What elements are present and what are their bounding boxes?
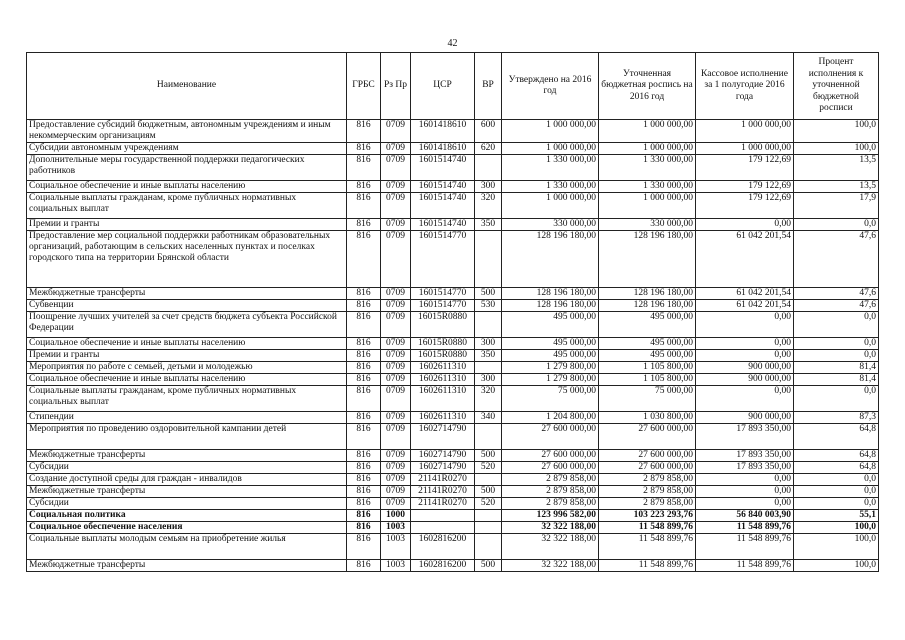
cell-name: Поощрение лучших учителей за счет средств бюджета субъекта Российской Федерации	[27, 312, 347, 338]
cell-csr: 1602714790	[411, 450, 475, 462]
cell-percent: 100,0	[794, 534, 879, 560]
cell-name: Дополнительные меры государственной поддержки педагогических работников	[27, 155, 347, 181]
cell-vr: 340	[475, 412, 502, 424]
cell-rzpr: 1003	[381, 560, 411, 572]
cell-refined: 128 196 180,00	[599, 231, 696, 288]
cell-vr	[475, 312, 502, 338]
cell-name: Межбюджетные трансферты	[27, 560, 347, 572]
cell-approved: 2 879 858,00	[502, 498, 599, 510]
cell-executed: 0,00	[696, 486, 794, 498]
cell-csr: 1602714790	[411, 424, 475, 450]
cell-rzpr: 0709	[381, 350, 411, 362]
cell-name: Предоставление мер социальной поддержки работникам образовательных организаций, работающим в сельских населенных пунктах и поселках городского типа на территории Брянской области	[27, 231, 347, 288]
cell-executed: 179 122,69	[696, 181, 794, 193]
cell-grbs: 816	[347, 386, 381, 412]
cell-vr: 300	[475, 338, 502, 350]
cell-executed: 0,00	[696, 350, 794, 362]
cell-grbs: 816	[347, 374, 381, 386]
cell-csr: 16015R0880	[411, 312, 475, 338]
cell-rzpr: 0709	[381, 288, 411, 300]
cell-refined: 2 879 858,00	[599, 474, 696, 486]
cell-grbs: 816	[347, 486, 381, 498]
table-row	[27, 474, 879, 486]
cell-rzpr: 0709	[381, 498, 411, 510]
cell-percent: 64,8	[794, 424, 879, 450]
cell-name: Создание доступной среды для граждан - инвалидов	[27, 474, 347, 486]
cell-grbs: 816	[347, 219, 381, 231]
cell-refined: 1 000 000,00	[599, 120, 696, 143]
cell-executed: 1 000 000,00	[696, 120, 794, 143]
cell-approved: 495 000,00	[502, 338, 599, 350]
cell-approved: 123 996 582,00	[502, 510, 599, 522]
cell-rzpr: 0709	[381, 300, 411, 312]
cell-vr	[475, 155, 502, 181]
cell-approved: 32 322 188,00	[502, 534, 599, 560]
cell-percent: 0,0	[794, 219, 879, 231]
cell-csr: 21141R0270	[411, 498, 475, 510]
cell-vr: 300	[475, 374, 502, 386]
table-row	[27, 498, 879, 510]
cell-grbs: 816	[347, 534, 381, 560]
cell-name: Мероприятия по проведению оздоровительной кампании детей	[27, 424, 347, 450]
cell-percent: 0,0	[794, 486, 879, 498]
cell-percent: 17,9	[794, 193, 879, 219]
cell-approved: 32 322 188,00	[502, 560, 599, 572]
cell-rzpr: 0709	[381, 386, 411, 412]
cell-grbs: 816	[347, 560, 381, 572]
table-row	[27, 510, 879, 522]
cell-grbs: 816	[347, 510, 381, 522]
cell-grbs: 816	[347, 462, 381, 474]
table-row	[27, 155, 879, 181]
cell-refined: 75 000,00	[599, 386, 696, 412]
cell-csr: 1601514770	[411, 288, 475, 300]
cell-refined: 495 000,00	[599, 312, 696, 338]
cell-percent: 87,3	[794, 412, 879, 424]
cell-executed: 17 893 350,00	[696, 450, 794, 462]
cell-refined: 2 879 858,00	[599, 498, 696, 510]
cell-vr: 530	[475, 300, 502, 312]
cell-executed: 61 042 201,54	[696, 300, 794, 312]
cell-csr: 1601514740	[411, 155, 475, 181]
cell-vr	[475, 362, 502, 374]
cell-approved: 330 000,00	[502, 219, 599, 231]
header-csr: ЦСР	[411, 53, 475, 120]
cell-executed: 0,00	[696, 338, 794, 350]
cell-name: Социальная политика	[27, 510, 347, 522]
cell-csr: 1601514740	[411, 181, 475, 193]
cell-executed: 1 000 000,00	[696, 143, 794, 155]
cell-csr: 16015R0880	[411, 338, 475, 350]
cell-grbs: 816	[347, 350, 381, 362]
table-row	[27, 143, 879, 155]
cell-name: Премии и гранты	[27, 219, 347, 231]
cell-rzpr: 1003	[381, 534, 411, 560]
cell-rzpr: 0709	[381, 338, 411, 350]
cell-refined: 1 105 800,00	[599, 374, 696, 386]
cell-grbs: 816	[347, 312, 381, 338]
cell-vr: 500	[475, 288, 502, 300]
cell-vr: 500	[475, 450, 502, 462]
cell-csr: 1602816200	[411, 534, 475, 560]
cell-csr: 1602611310	[411, 412, 475, 424]
cell-approved: 32 322 188,00	[502, 522, 599, 534]
table-row	[27, 462, 879, 474]
cell-name: Субсидии	[27, 498, 347, 510]
cell-rzpr: 0709	[381, 462, 411, 474]
cell-vr: 300	[475, 181, 502, 193]
cell-rzpr: 0709	[381, 424, 411, 450]
cell-refined: 330 000,00	[599, 219, 696, 231]
cell-csr	[411, 522, 475, 534]
table-row	[27, 362, 879, 374]
cell-percent: 13,5	[794, 155, 879, 181]
cell-refined: 128 196 180,00	[599, 288, 696, 300]
table-row	[27, 181, 879, 193]
table-row	[27, 120, 879, 143]
cell-csr: 1602816200	[411, 560, 475, 572]
cell-name: Социальные выплаты гражданам, кроме публичных нормативных социальных выплат	[27, 193, 347, 219]
cell-percent: 64,8	[794, 450, 879, 462]
table-row	[27, 450, 879, 462]
cell-percent: 81,4	[794, 362, 879, 374]
cell-name: Мероприятия по работе с семьей, детьми и молодежью	[27, 362, 347, 374]
cell-executed: 11 548 899,76	[696, 560, 794, 572]
cell-grbs: 816	[347, 143, 381, 155]
cell-approved: 27 600 000,00	[502, 450, 599, 462]
cell-refined: 1 000 000,00	[599, 193, 696, 219]
cell-grbs: 816	[347, 450, 381, 462]
cell-vr	[475, 231, 502, 288]
cell-grbs: 816	[347, 338, 381, 350]
table-row	[27, 412, 879, 424]
table-row	[27, 386, 879, 412]
cell-name: Социальное обеспечение и иные выплаты населению	[27, 338, 347, 350]
cell-grbs: 816	[347, 474, 381, 486]
cell-name: Стипендии	[27, 412, 347, 424]
cell-percent: 0,0	[794, 350, 879, 362]
cell-vr: 520	[475, 462, 502, 474]
cell-executed: 61 042 201,54	[696, 288, 794, 300]
table-row	[27, 486, 879, 498]
table-row	[27, 534, 879, 560]
cell-percent: 47,6	[794, 288, 879, 300]
table-row	[27, 231, 879, 288]
table-row	[27, 338, 879, 350]
cell-refined: 27 600 000,00	[599, 462, 696, 474]
header-grbs: ГРБС	[347, 53, 381, 120]
cell-executed: 17 893 350,00	[696, 424, 794, 450]
cell-rzpr: 0709	[381, 412, 411, 424]
cell-grbs: 816	[347, 498, 381, 510]
cell-rzpr: 0709	[381, 362, 411, 374]
cell-csr: 1601514740	[411, 193, 475, 219]
cell-rzpr: 0709	[381, 231, 411, 288]
cell-executed: 17 893 350,00	[696, 462, 794, 474]
cell-percent: 0,0	[794, 386, 879, 412]
header-executed: Кассовое исполнение за 1 полугодие 2016 года	[696, 53, 794, 120]
cell-percent: 100,0	[794, 560, 879, 572]
cell-approved: 1 279 800,00	[502, 374, 599, 386]
header-approved: Утверждено на 2016 год	[502, 53, 599, 120]
cell-name: Субсидии	[27, 462, 347, 474]
cell-percent: 55,1	[794, 510, 879, 522]
cell-name: Социальное обеспечение и иные выплаты населению	[27, 181, 347, 193]
cell-rzpr: 0709	[381, 474, 411, 486]
header-vr: ВР	[475, 53, 502, 120]
cell-rzpr: 1000	[381, 510, 411, 522]
cell-vr: 350	[475, 219, 502, 231]
cell-vr	[475, 424, 502, 450]
header-rzpr: Рз Пр	[381, 53, 411, 120]
cell-vr	[475, 510, 502, 522]
cell-csr: 1601514770	[411, 300, 475, 312]
table-row	[27, 560, 879, 572]
cell-percent: 47,6	[794, 300, 879, 312]
cell-refined: 495 000,00	[599, 350, 696, 362]
cell-grbs: 816	[347, 362, 381, 374]
cell-executed: 61 042 201,54	[696, 231, 794, 288]
cell-refined: 1 105 800,00	[599, 362, 696, 374]
cell-grbs: 816	[347, 193, 381, 219]
cell-executed: 0,00	[696, 474, 794, 486]
cell-approved: 75 000,00	[502, 386, 599, 412]
cell-vr: 520	[475, 498, 502, 510]
table-row	[27, 288, 879, 300]
cell-approved: 27 600 000,00	[502, 424, 599, 450]
cell-approved: 2 879 858,00	[502, 486, 599, 498]
cell-executed: 179 122,69	[696, 155, 794, 181]
cell-name: Социальное обеспечение населения	[27, 522, 347, 534]
cell-vr: 620	[475, 143, 502, 155]
cell-refined: 11 548 899,76	[599, 534, 696, 560]
cell-vr: 500	[475, 486, 502, 498]
table-row	[27, 312, 879, 338]
cell-vr	[475, 534, 502, 560]
cell-percent: 81,4	[794, 374, 879, 386]
cell-vr	[475, 522, 502, 534]
cell-csr: 21141R0270	[411, 486, 475, 498]
cell-csr	[411, 510, 475, 522]
cell-percent: 100,0	[794, 143, 879, 155]
page-number: 42	[447, 38, 458, 49]
cell-vr	[475, 474, 502, 486]
cell-csr: 16015R0880	[411, 350, 475, 362]
cell-refined: 11 548 899,76	[599, 522, 696, 534]
header-percent: Процент исполнения к уточненной бюджетной росписи	[794, 53, 879, 120]
cell-rzpr: 0709	[381, 219, 411, 231]
cell-approved: 1 330 000,00	[502, 155, 599, 181]
header-name: Наименование	[27, 53, 347, 120]
cell-csr: 1601514770	[411, 231, 475, 288]
cell-executed: 0,00	[696, 498, 794, 510]
cell-approved: 495 000,00	[502, 350, 599, 362]
cell-percent: 47,6	[794, 231, 879, 288]
cell-executed: 0,00	[696, 386, 794, 412]
cell-percent: 0,0	[794, 338, 879, 350]
cell-approved: 1 000 000,00	[502, 120, 599, 143]
cell-rzpr: 0709	[381, 143, 411, 155]
cell-executed: 0,00	[696, 312, 794, 338]
cell-vr: 600	[475, 120, 502, 143]
cell-approved: 1 000 000,00	[502, 193, 599, 219]
cell-refined: 1 330 000,00	[599, 155, 696, 181]
cell-grbs: 816	[347, 231, 381, 288]
cell-executed: 11 548 899,76	[696, 522, 794, 534]
cell-csr: 1602714790	[411, 462, 475, 474]
cell-executed: 900 000,00	[696, 374, 794, 386]
table-row	[27, 424, 879, 450]
cell-executed: 11 548 899,76	[696, 534, 794, 560]
cell-approved: 128 196 180,00	[502, 300, 599, 312]
budget-execution-table	[26, 52, 879, 572]
header-refined: Уточненная бюджетная роспись на 2016 год	[599, 53, 696, 120]
table-row	[27, 350, 879, 362]
cell-csr: 1602611310	[411, 362, 475, 374]
cell-rzpr: 0709	[381, 312, 411, 338]
cell-grbs: 816	[347, 155, 381, 181]
cell-percent: 64,8	[794, 462, 879, 474]
cell-percent: 100,0	[794, 120, 879, 143]
cell-percent: 100,0	[794, 522, 879, 534]
cell-rzpr: 0709	[381, 486, 411, 498]
cell-grbs: 816	[347, 120, 381, 143]
cell-grbs: 816	[347, 288, 381, 300]
cell-percent: 13,5	[794, 181, 879, 193]
cell-executed: 56 840 003,90	[696, 510, 794, 522]
cell-percent: 0,0	[794, 312, 879, 338]
table-row	[27, 300, 879, 312]
cell-name: Премии и гранты	[27, 350, 347, 362]
cell-refined: 11 548 899,76	[599, 560, 696, 572]
cell-vr: 320	[475, 193, 502, 219]
cell-refined: 2 879 858,00	[599, 486, 696, 498]
table-row	[27, 193, 879, 219]
cell-csr: 1601418610	[411, 143, 475, 155]
cell-approved: 1 330 000,00	[502, 181, 599, 193]
cell-rzpr: 0709	[381, 120, 411, 143]
cell-name: Межбюджетные трансферты	[27, 288, 347, 300]
cell-name: Социальное обеспечение и иные выплаты населению	[27, 374, 347, 386]
cell-grbs: 816	[347, 424, 381, 450]
cell-refined: 27 600 000,00	[599, 424, 696, 450]
cell-rzpr: 0709	[381, 193, 411, 219]
cell-name: Субсидии автономным учреждениям	[27, 143, 347, 155]
cell-vr: 320	[475, 386, 502, 412]
cell-percent: 0,0	[794, 474, 879, 486]
cell-approved: 1 000 000,00	[502, 143, 599, 155]
cell-refined: 103 223 293,76	[599, 510, 696, 522]
cell-approved: 1 204 800,00	[502, 412, 599, 424]
table-row	[27, 219, 879, 231]
cell-rzpr: 0709	[381, 450, 411, 462]
cell-grbs: 816	[347, 412, 381, 424]
cell-vr: 350	[475, 350, 502, 362]
cell-name: Социальные выплаты гражданам, кроме публичных нормативных социальных выплат	[27, 386, 347, 412]
cell-approved: 1 279 800,00	[502, 362, 599, 374]
cell-approved: 2 879 858,00	[502, 474, 599, 486]
cell-percent: 0,0	[794, 498, 879, 510]
cell-rzpr: 0709	[381, 181, 411, 193]
cell-refined: 1 000 000,00	[599, 143, 696, 155]
cell-vr: 500	[475, 560, 502, 572]
cell-approved: 27 600 000,00	[502, 462, 599, 474]
table-row	[27, 522, 879, 534]
cell-refined: 1 330 000,00	[599, 181, 696, 193]
cell-refined: 495 000,00	[599, 338, 696, 350]
cell-executed: 900 000,00	[696, 362, 794, 374]
cell-name: Социальные выплаты молодым семьям на приобретение жилья	[27, 534, 347, 560]
cell-csr: 1601418610	[411, 120, 475, 143]
cell-csr: 1601514740	[411, 219, 475, 231]
cell-name: Межбюджетные трансферты	[27, 450, 347, 462]
table-body	[27, 120, 879, 572]
cell-refined: 1 030 800,00	[599, 412, 696, 424]
cell-executed: 900 000,00	[696, 412, 794, 424]
cell-rzpr: 0709	[381, 155, 411, 181]
cell-csr: 21141R0270	[411, 474, 475, 486]
cell-name: Субвенции	[27, 300, 347, 312]
cell-executed: 0,00	[696, 219, 794, 231]
cell-refined: 27 600 000,00	[599, 450, 696, 462]
table-row	[27, 374, 879, 386]
cell-grbs: 816	[347, 522, 381, 534]
cell-rzpr: 0709	[381, 374, 411, 386]
cell-approved: 128 196 180,00	[502, 288, 599, 300]
cell-name: Предоставление субсидий бюджетным, автономным учреждениям и иным некоммерческим организациям	[27, 120, 347, 143]
cell-approved: 128 196 180,00	[502, 231, 599, 288]
cell-csr: 1602611310	[411, 374, 475, 386]
table-header-row	[27, 53, 879, 120]
cell-name: Межбюджетные трансферты	[27, 486, 347, 498]
cell-grbs: 816	[347, 300, 381, 312]
cell-approved: 495 000,00	[502, 312, 599, 338]
cell-grbs: 816	[347, 181, 381, 193]
cell-rzpr: 1003	[381, 522, 411, 534]
cell-executed: 179 122,69	[696, 193, 794, 219]
cell-csr: 1602611310	[411, 386, 475, 412]
cell-refined: 128 196 180,00	[599, 300, 696, 312]
